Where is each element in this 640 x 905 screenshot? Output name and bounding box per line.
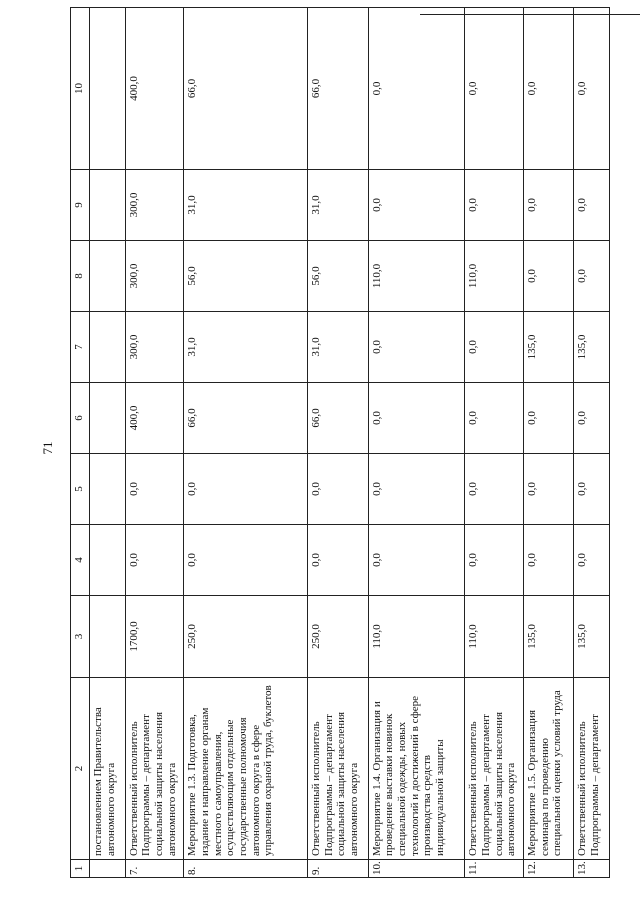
value-cell: 0,0 — [368, 170, 464, 241]
row-number — [90, 860, 126, 878]
value-cell: 300,0 — [125, 170, 184, 241]
value-cell: 250,0 — [184, 596, 308, 678]
header-cell: 1 — [71, 860, 90, 878]
value-cell: 66,0 — [184, 383, 308, 454]
row-description: Ответственный исполнитель Подпрограммы – департамент социальной защиты населения автономного округа — [125, 678, 184, 860]
table-row — [523, 8, 573, 878]
value-cell: 135,0 — [523, 312, 573, 383]
value-cell — [90, 525, 126, 596]
value-cell: 0,0 — [523, 170, 573, 241]
table-row — [465, 8, 524, 878]
value-cell: 0,0 — [574, 383, 610, 454]
value-cell: 0,0 — [574, 8, 610, 170]
value-cell: 0,0 — [465, 525, 524, 596]
value-cell: 66,0 — [308, 383, 369, 454]
value-cell: 0,0 — [125, 454, 184, 525]
value-cell: 0,0 — [574, 241, 610, 312]
value-cell: 56,0 — [184, 241, 308, 312]
value-cell — [90, 596, 126, 678]
header-cell: 5 — [71, 454, 90, 525]
header-cell: 8 — [71, 241, 90, 312]
row-number: 8. — [184, 860, 308, 878]
value-cell: 0,0 — [308, 525, 369, 596]
row-number: 12. — [523, 860, 573, 878]
value-cell: 0,0 — [308, 454, 369, 525]
value-cell: 0,0 — [368, 454, 464, 525]
row-description: постановлением Правительства автономного округа — [90, 678, 126, 860]
value-cell: 135,0 — [574, 312, 610, 383]
table-row — [184, 8, 308, 878]
value-cell: 300,0 — [125, 241, 184, 312]
value-cell: 0,0 — [368, 383, 464, 454]
value-cell: 0,0 — [574, 170, 610, 241]
value-cell: 0,0 — [368, 312, 464, 383]
value-cell: 300,0 — [125, 312, 184, 383]
value-cell: 0,0 — [465, 454, 524, 525]
rotated-page — [70, 28, 610, 878]
value-cell — [90, 8, 126, 170]
value-cell: 0,0 — [465, 8, 524, 170]
row-description: Мероприятие 1.3. Подготовка, издание и направление органам местного самоуправления, осуществляющим отдельные государственные полномочия автономного округа в сфере управления охраной труда, буклетов — [184, 678, 308, 860]
row-description: Ответственный исполнитель Подпрограммы – департамент — [574, 678, 610, 860]
row-number: 11. — [465, 860, 524, 878]
value-cell: 0,0 — [523, 8, 573, 170]
value-cell: 31,0 — [308, 312, 369, 383]
value-cell: 0,0 — [574, 454, 610, 525]
value-cell: 135,0 — [574, 596, 610, 678]
value-cell: 0,0 — [368, 525, 464, 596]
value-cell: 31,0 — [184, 312, 308, 383]
header-row — [71, 8, 90, 878]
value-cell: 56,0 — [308, 241, 369, 312]
value-cell: 0,0 — [523, 383, 573, 454]
value-cell: 0,0 — [465, 312, 524, 383]
value-cell: 0,0 — [523, 454, 573, 525]
row-number: 9. — [308, 860, 369, 878]
header-cell: 7 — [71, 312, 90, 383]
header-cell: 10 — [71, 8, 90, 170]
header-cell: 6 — [71, 383, 90, 454]
budget-table — [70, 7, 610, 878]
row-description: Мероприятие 1.5. Организация семинара по проведению специальной оценки условий труда — [523, 678, 573, 860]
row-number: 7. — [125, 860, 184, 878]
value-cell: 110,0 — [465, 241, 524, 312]
table-row — [308, 8, 369, 878]
value-cell: 66,0 — [308, 8, 369, 170]
value-cell — [90, 383, 126, 454]
header-cell: 9 — [71, 170, 90, 241]
value-cell: 0,0 — [523, 525, 573, 596]
table-row — [90, 8, 126, 878]
value-cell: 110,0 — [368, 241, 464, 312]
table-row — [125, 8, 184, 878]
header-cell: 3 — [71, 596, 90, 678]
value-cell: 110,0 — [368, 596, 464, 678]
row-description: Мероприятие 1.4. Организация и проведение выставки новинок специальной одежды, новых технологий и достижений в сфере производства средств индивидуальной защиты — [368, 678, 464, 860]
value-cell: 0,0 — [465, 383, 524, 454]
value-cell: 135,0 — [523, 596, 573, 678]
table-row — [574, 8, 610, 878]
value-cell — [90, 170, 126, 241]
value-cell: 110,0 — [465, 596, 524, 678]
row-number: 13. — [574, 860, 610, 878]
value-cell: 400,0 — [125, 8, 184, 170]
page-number: 71 — [40, 441, 55, 455]
value-cell — [90, 454, 126, 525]
value-cell: 0,0 — [465, 170, 524, 241]
value-cell: 0,0 — [574, 525, 610, 596]
value-cell: 0,0 — [523, 241, 573, 312]
header-cell: 4 — [71, 525, 90, 596]
table-row — [368, 8, 464, 878]
table-frame — [70, 28, 610, 878]
row-description: Ответственный исполнитель Подпрограммы – департамент социальной защиты населения автономного округа — [308, 678, 369, 860]
value-cell — [90, 241, 126, 312]
value-cell: 250,0 — [308, 596, 369, 678]
value-cell: 31,0 — [308, 170, 369, 241]
row-number: 10. — [368, 860, 464, 878]
value-cell: 0,0 — [184, 454, 308, 525]
value-cell: 0,0 — [125, 525, 184, 596]
value-cell: 31,0 — [184, 170, 308, 241]
header-cell: 2 — [71, 678, 90, 860]
value-cell: 400,0 — [125, 383, 184, 454]
value-cell: 0,0 — [184, 525, 308, 596]
value-cell — [90, 312, 126, 383]
value-cell: 1700,0 — [125, 596, 184, 678]
value-cell: 66,0 — [184, 8, 308, 170]
row-description: Ответственный исполнитель Подпрограммы – департамент социальной защиты населения автономного округа — [465, 678, 524, 860]
value-cell: 0,0 — [368, 8, 464, 170]
